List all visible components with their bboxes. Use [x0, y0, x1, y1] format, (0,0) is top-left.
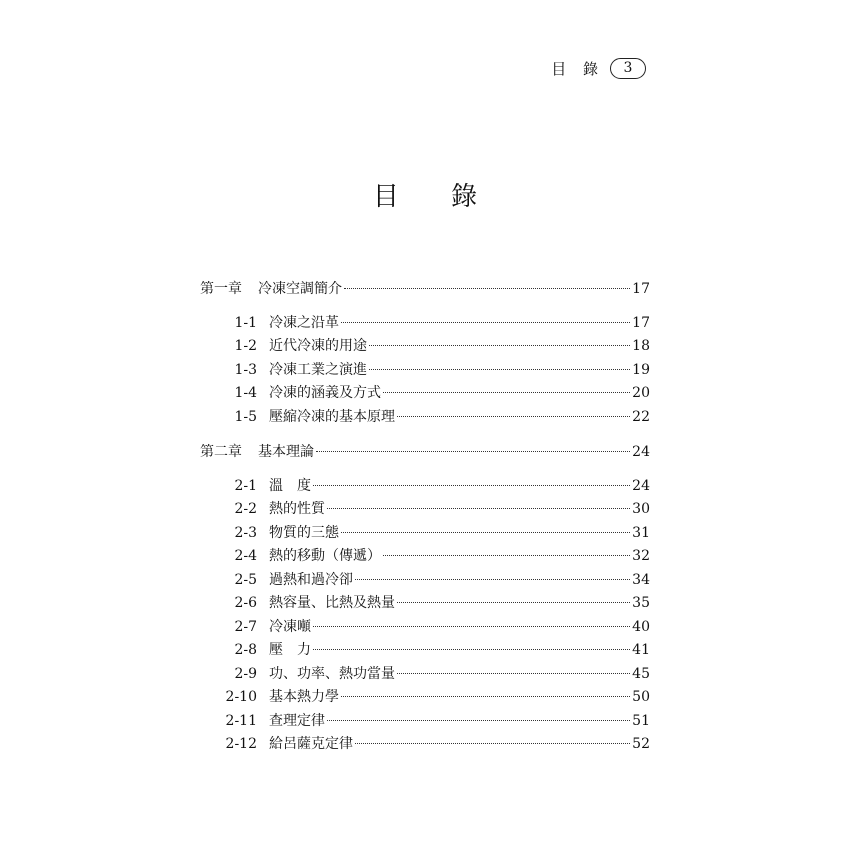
- toc-section-entry[interactable]: [200, 663, 650, 687]
- section-title: 過熱和過冷卻: [269, 571, 353, 588]
- dot-leader: [369, 369, 630, 370]
- section-page-number: 19: [632, 361, 650, 378]
- toc-section-entry[interactable]: [200, 569, 650, 593]
- toc-section-entry[interactable]: [200, 382, 650, 406]
- section-page-number: 20: [632, 385, 650, 401]
- table-of-contents: [200, 278, 650, 757]
- section-title: 熱容量、比熱及熱量: [269, 595, 395, 611]
- dot-leader: [341, 532, 630, 533]
- section-title: 基本熱力學: [269, 689, 339, 705]
- section-number: 2-11: [225, 712, 257, 729]
- section-number: 2-1: [234, 477, 257, 494]
- chapter-page-number: 17: [632, 281, 650, 297]
- section-title: 冷凍之沿革: [269, 314, 339, 331]
- dot-leader: [313, 485, 630, 486]
- chapter-title: 冷凍空調簡介: [258, 281, 342, 297]
- toc-section-entry[interactable]: [200, 710, 650, 734]
- section-page-number: 31: [632, 524, 650, 541]
- dot-leader: [341, 322, 630, 323]
- section-title: 壓 力: [269, 642, 311, 658]
- dot-leader: [355, 743, 630, 744]
- section-page-number: 17: [632, 314, 650, 331]
- toc-section-entry[interactable]: [200, 498, 650, 522]
- section-page-number: 22: [632, 408, 650, 425]
- section-number: 2-10: [225, 689, 257, 705]
- dot-leader: [313, 626, 630, 627]
- toc-section-entry[interactable]: [200, 359, 650, 383]
- running-header-label: 目 錄: [551, 60, 604, 78]
- section-title: 壓縮冷凍的基本原理: [269, 408, 395, 425]
- section-page-number: 24: [632, 477, 650, 494]
- section-title: 給呂薩克定律: [269, 736, 353, 752]
- toc-section-entry[interactable]: [200, 686, 650, 710]
- chapter-number: 第二章: [200, 444, 242, 460]
- chapter-number: 第一章: [200, 281, 242, 297]
- toc-title: 目 錄: [372, 182, 500, 212]
- section-number: 2-12: [225, 736, 257, 752]
- dot-leader: [327, 720, 630, 721]
- running-header: [551, 58, 646, 79]
- dot-leader: [355, 579, 630, 580]
- dot-leader: [313, 649, 630, 650]
- toc-section-entry[interactable]: [200, 406, 650, 430]
- section-title: 冷凍工業之演進: [269, 361, 367, 378]
- toc-section-entry[interactable]: [200, 592, 650, 616]
- dot-leader: [327, 508, 630, 509]
- section-number: 2-6: [234, 595, 257, 611]
- toc-section-entry[interactable]: [200, 335, 650, 359]
- section-page-number: 32: [632, 548, 650, 564]
- dot-leader: [369, 345, 630, 346]
- section-page-number: 50: [632, 689, 650, 705]
- dot-leader: [316, 451, 630, 452]
- toc-chapter-entry[interactable]: [200, 441, 650, 465]
- toc-section-entry[interactable]: [200, 522, 650, 546]
- section-page-number: 41: [632, 642, 650, 658]
- section-title: 近代冷凍的用途: [269, 338, 367, 354]
- section-number: 1-5: [234, 408, 257, 425]
- toc-section-entry[interactable]: [200, 312, 650, 336]
- section-title: 冷凍噸: [269, 618, 311, 635]
- toc-section-entry[interactable]: [200, 545, 650, 569]
- toc-section-entry[interactable]: [200, 616, 650, 640]
- section-title: 查理定律: [269, 712, 325, 729]
- section-page-number: 51: [632, 712, 650, 729]
- section-title: 冷凍的涵義及方式: [269, 385, 381, 401]
- section-title: 物質的三態: [269, 524, 339, 541]
- dot-leader: [397, 602, 630, 603]
- dot-leader: [383, 555, 630, 556]
- section-number: 2-5: [234, 571, 257, 588]
- section-number: 2-2: [234, 501, 257, 517]
- chapter-page-number: 24: [632, 444, 650, 460]
- section-number: 2-9: [234, 665, 257, 682]
- section-number: 2-8: [234, 642, 257, 658]
- section-page-number: 35: [632, 595, 650, 611]
- dot-leader: [397, 416, 630, 417]
- section-page-number: 34: [632, 571, 650, 588]
- toc-chapter-entry[interactable]: [200, 278, 650, 302]
- section-page-number: 18: [632, 338, 650, 354]
- section-page-number: 45: [632, 665, 650, 682]
- chapter-title: 基本理論: [258, 444, 314, 460]
- section-page-number: 30: [632, 501, 650, 517]
- section-title: 溫 度: [269, 477, 311, 494]
- dot-leader: [341, 696, 630, 697]
- section-number: 2-7: [234, 618, 257, 635]
- section-page-number: 52: [632, 736, 650, 752]
- section-page-number: 40: [632, 618, 650, 635]
- page-number-badge: 3: [610, 58, 646, 79]
- section-number: 1-3: [234, 361, 257, 378]
- section-number: 1-4: [234, 385, 257, 401]
- toc-section-entry[interactable]: [200, 475, 650, 499]
- section-title: 熱的移動（傳遞）: [269, 548, 381, 564]
- dot-leader: [383, 392, 630, 393]
- toc-section-entry[interactable]: [200, 733, 650, 757]
- toc-section-entry[interactable]: [200, 639, 650, 663]
- dot-leader: [397, 673, 630, 674]
- section-number: 2-4: [234, 548, 257, 564]
- section-number: 1-1: [234, 314, 257, 331]
- dot-leader: [344, 288, 630, 289]
- section-title: 熱的性質: [269, 501, 325, 517]
- section-number: 2-3: [234, 524, 257, 541]
- section-number: 1-2: [234, 338, 257, 354]
- section-title: 功、功率、熱功當量: [269, 665, 395, 682]
